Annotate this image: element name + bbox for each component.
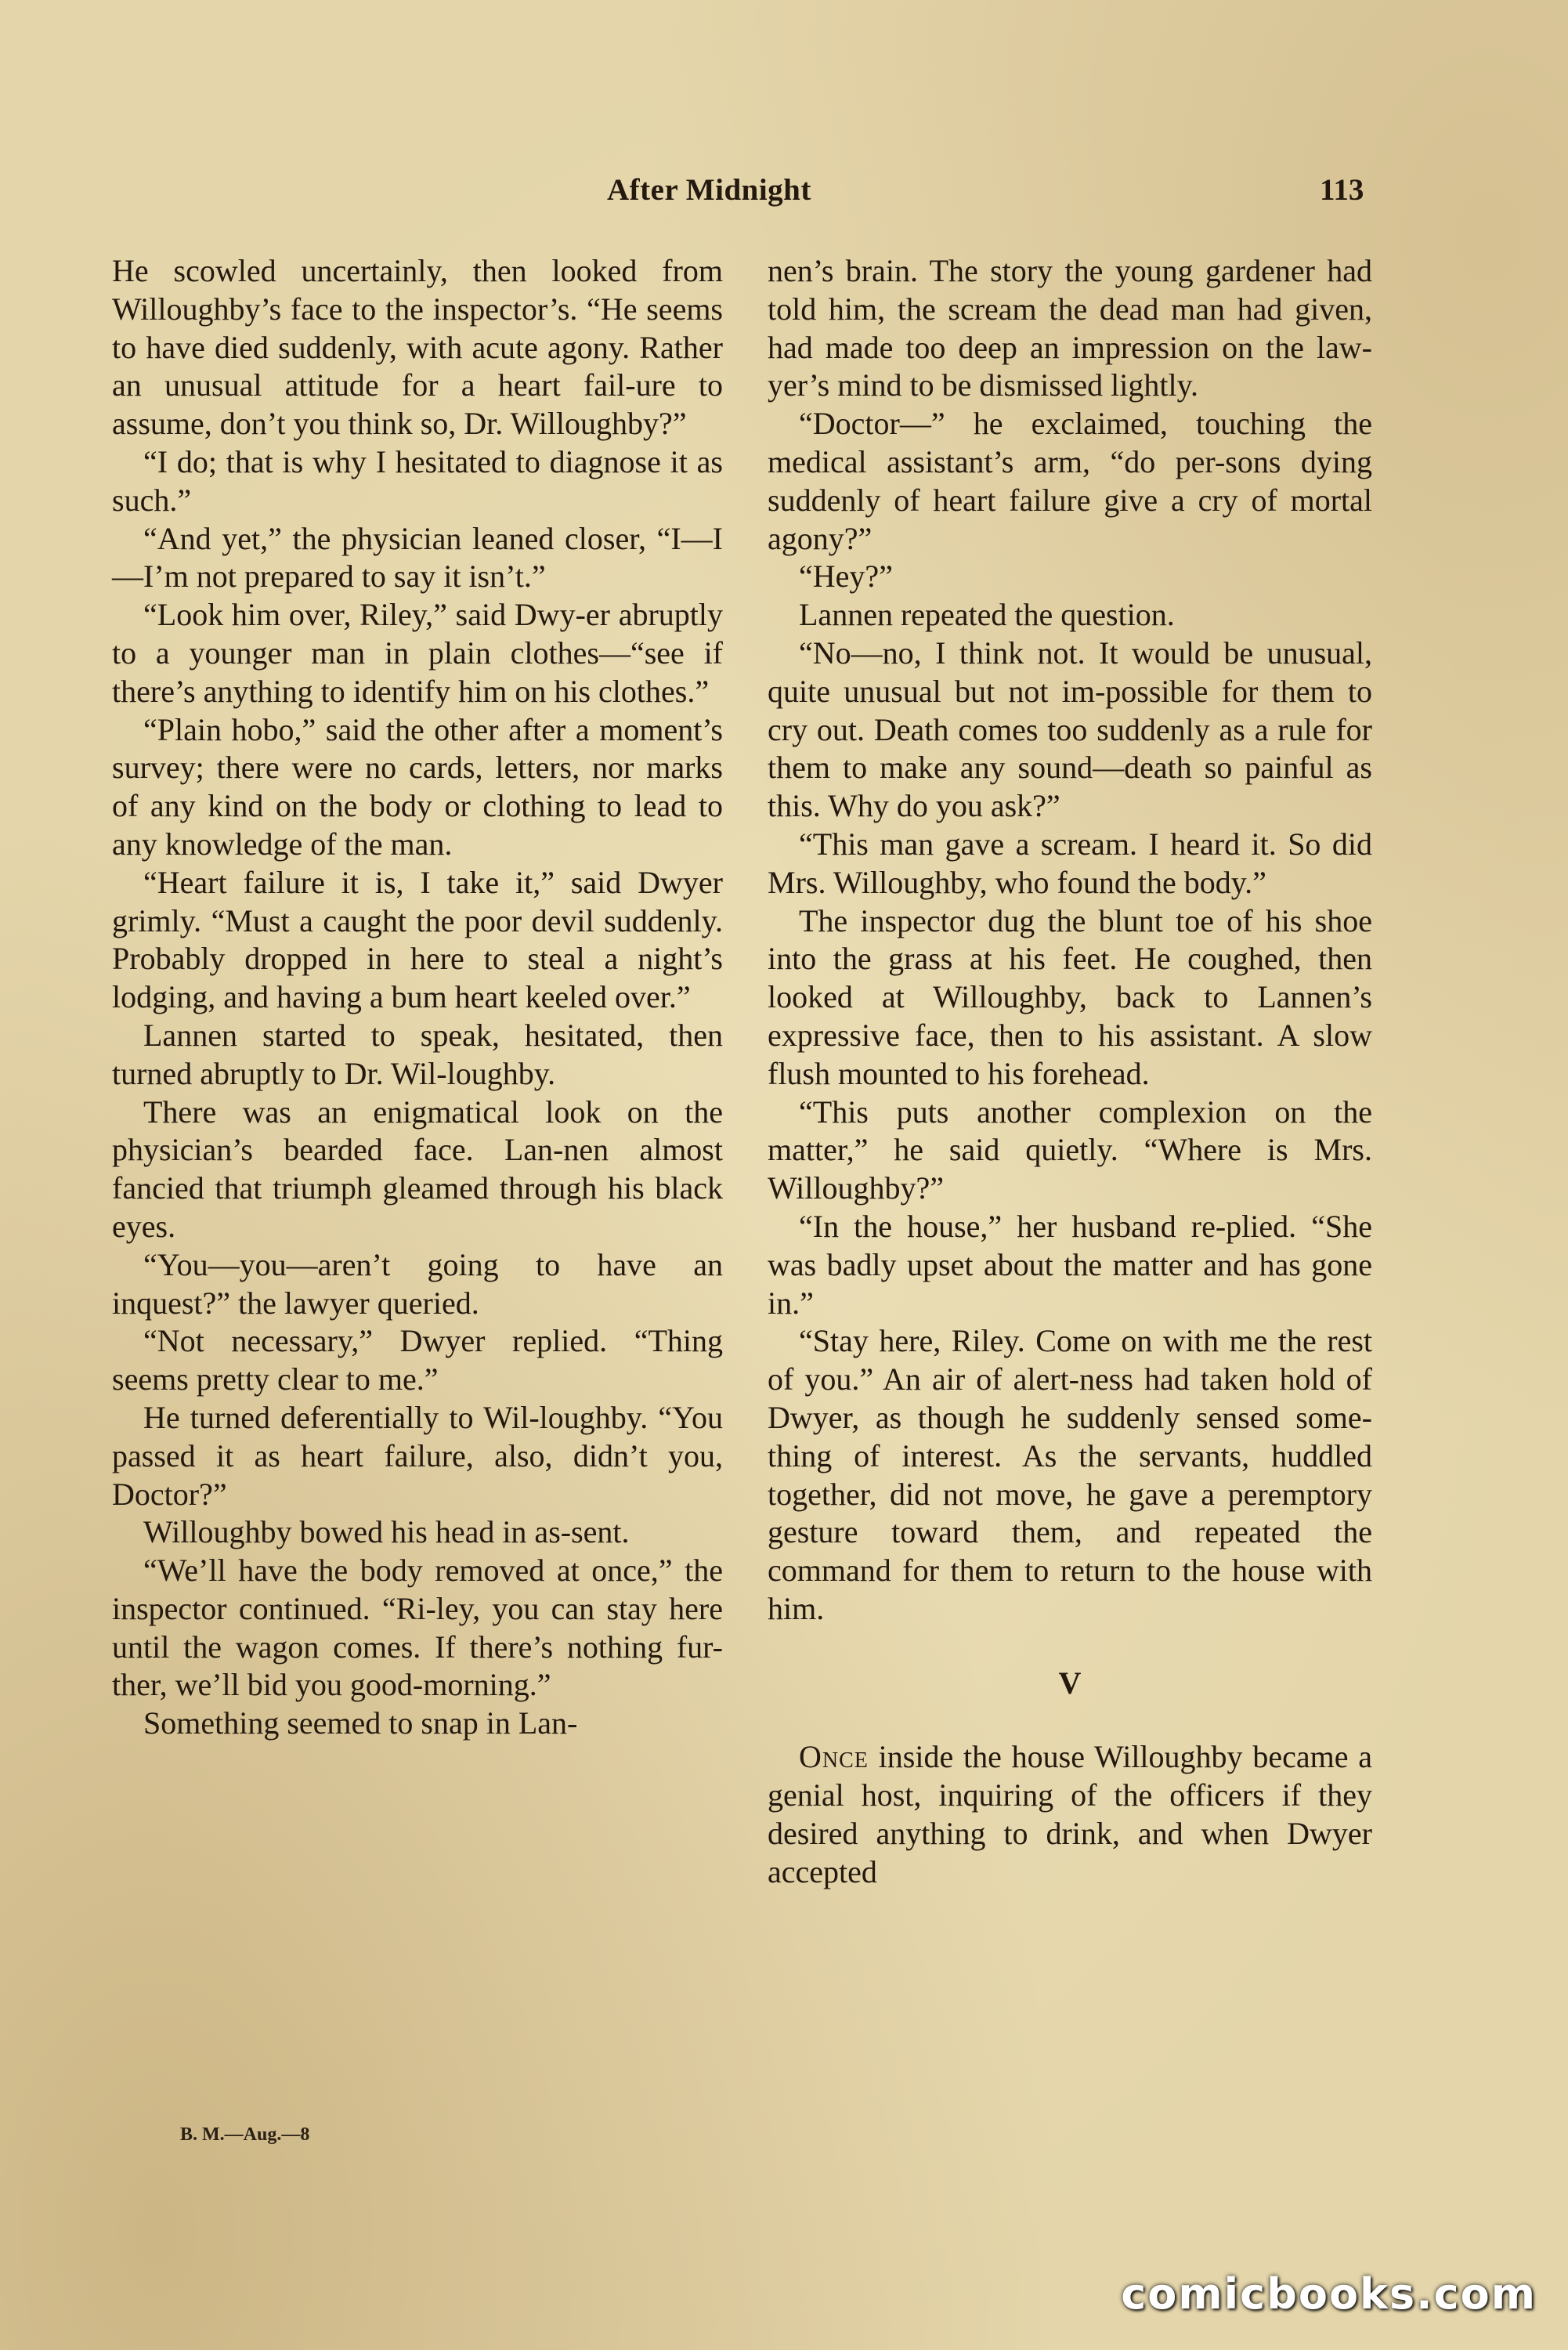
paragraph: Something seemed to snap in Lan- [143,1705,578,1741]
paragraph: “And yet,” the physician leaned closer, “I—I—I’m not prepared to say it isn’t.” [112,520,723,595]
paragraph: “We’ll have the body removed at once,” the inspector continued. “Ri-ley, you can stay here until the wagon comes. If there’s nothing fur-ther, we’ll bid you good-morning.” [112,1553,723,1703]
paragraph: “This puts another complexion on the matter,” he said quietly. “Where is Mrs. Willoughby?” [768,1094,1372,1206]
section-opening-text: inside the house Willoughby became a genial host, inquiring of the officers if they desired anything to drink, and when Dwyer accepted [768,1739,1372,1889]
paragraph: “In the house,” her husband re-plied. “She was badly upset about the matter and has gone in.” [768,1208,1372,1321]
left-text-column [112,252,723,1743]
paragraph: The inspector dug the blunt toe of his shoe into the grass at his feet. He coughed, then looked at Willoughby, back to Lannen’s expressive face, then to his assistant. A slow flush mounted to his forehead. [768,902,1372,1091]
paragraph: Lannen repeated the question. [799,597,1175,633]
paragraph: Lannen started to speak, hesitated, then turned abruptly to Dr. Wil-loughby. [112,1017,723,1091]
paragraph: He scowled uncertainly, then looked from Willoughby’s face to the inspector’s. “He seems to have died suddenly, with acute agony. Rather an unusual attitude for a heart fail-ure to assume, don’t you think so, Dr. Willoughby?” [112,253,723,442]
page-header [0,172,1568,219]
paragraph: “This man gave a scream. I heard it. So did Mrs. Willoughby, who found the body.” [768,826,1372,900]
paragraph: nen’s brain. The story the young gardener had told him, the scream the dead man had given, had made too deep an impression on the law-yer’s mind to be dismissed lightly. [768,253,1372,403]
paragraph: He turned deferentially to Wil-loughby. “You passed it as heart failure, also, didn’t you, Doctor?” [112,1399,723,1512]
paragraph: “Hey?” [799,559,893,595]
section-opening-paragraph [768,1738,1372,1891]
paragraph: “I do; that is why I hesitated to diagnose it as such.” [112,443,723,518]
paragraph: “Not necessary,” Dwyer replied. “Thing seems pretty clear to me.” [112,1323,723,1397]
section-heading: V [1058,1665,1082,1701]
watermark-logo: comicbooks.com [1121,2269,1537,2319]
paragraph: Willoughby bowed his head in as-sent. [143,1514,630,1550]
paragraph: “No—no, I think not. It would be unusual, quite unusual but not im-possible for them to cry out. Death comes too suddenly as a rule for them to make any sound—death so painful as this. Why do you ask?” [768,634,1372,824]
section-opening-smallcaps: Once [799,1739,869,1775]
page-number: 113 [1320,173,1364,207]
paragraph: There was an enigmatical look on the physician’s bearded face. Lan-nen almost fancied that triumph gleamed through his black eyes. [112,1094,723,1244]
paragraph: “You—you—aren’t going to have an inquest?” the lawyer queried. [112,1246,723,1321]
paragraph: “Stay here, Riley. Come on with me the rest of you.” An air of alert-ness had taken hold of Dwyer, as though he suddenly sensed some-thing of interest. As the servants, huddled together, did not move, he gave a peremptory gesture toward them, and repeated the command for them to return to the house with him. [768,1323,1372,1626]
paragraph: “Heart failure it is, I take it,” said Dwyer grimly. “Must a caught the poor devil suddenly. Probably dropped in here to steal a night’s lodging, and having a bum heart keeled over.” [112,864,723,1015]
paragraph: “Plain hobo,” said the other after a moment’s survey; there were no cards, letters, nor marks of any kind on the body or clothing to lead to any knowledge of the man. [112,711,723,862]
signature-mark: B. M.—Aug.—8 [180,2124,310,2145]
paragraph: “Doctor—” he exclaimed, touching the medical assistant’s arm, “do per-sons dying suddenly of heart failure give a cry of mortal agony?” [768,406,1372,556]
paragraph: “Look him over, Riley,” said Dwy-er abruptly to a younger man in plain clothes—“see if there’s anything to identify him on his clothes.” [112,597,723,709]
right-text-column [768,252,1372,1892]
running-title: After Midnight [607,173,811,207]
